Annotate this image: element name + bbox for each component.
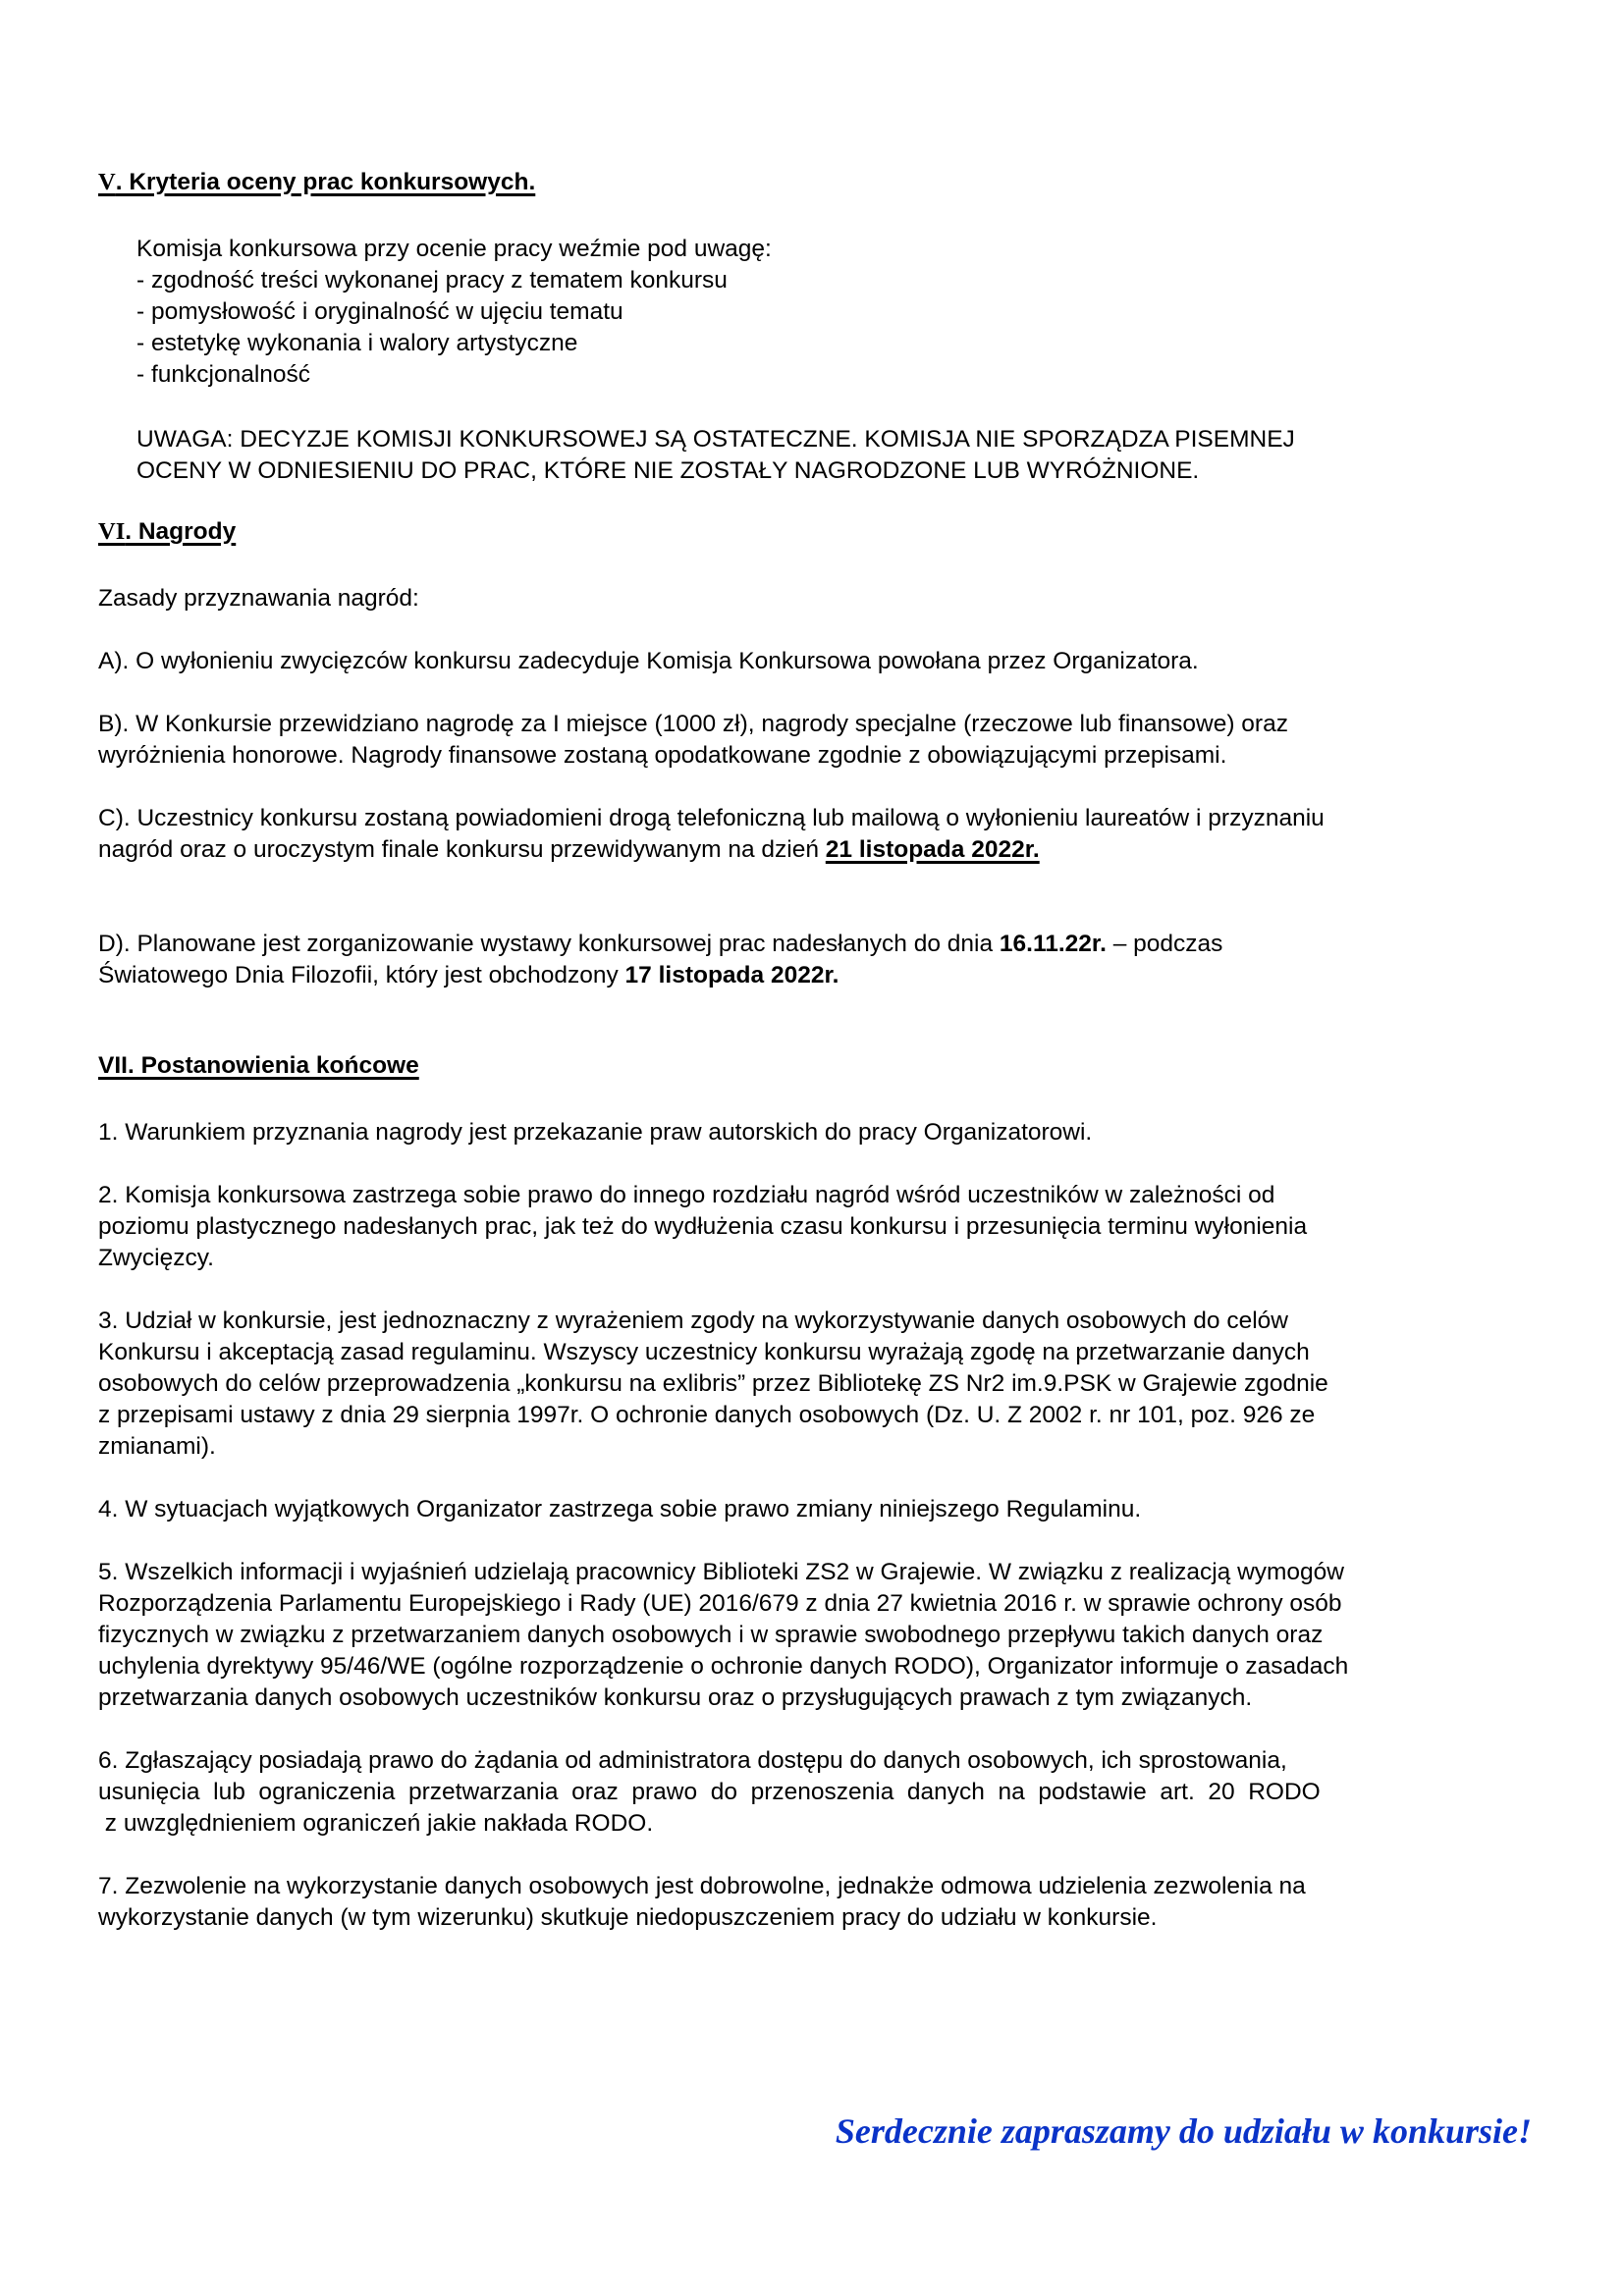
final-provision-3: 3. Udział w konkursie, jest jednoznaczny z wyrażeniem zgody na wykorzystywanie danych osobowych do celów xyxy=(98,1308,1288,1334)
criteria-item: - funkcjonalność xyxy=(136,361,311,388)
rule-a: A). O wyłonieniu zwycięzców konkursu zadecyduje Komisja Konkursowa powołana przez Organizatora. xyxy=(98,648,1199,674)
closing-invitation: Serdecznie zapraszamy do udziału w konkursie! xyxy=(835,2111,1532,2151)
philosophy-day-date: 17 listopada 2022r. xyxy=(624,962,839,988)
rule-d-text: – podczas xyxy=(1106,931,1223,957)
final-date: 21 listopada 2022r. xyxy=(825,836,1040,863)
final-provision-4: 4. W sytuacjach wyjątkowych Organizator zastrzega sobie prawo zmiany niniejszego Regulaminu. xyxy=(98,1496,1142,1522)
rule-c-text: nagród oraz o uroczystym finale konkursu przewidywanym na dzień xyxy=(98,836,826,863)
final-provision-3: Konkursu i akceptacją zasad regulaminu. Wszyscy uczestnicy konkursu wyrażają zgodę na przetwarzanie danych xyxy=(98,1339,1310,1365)
section-7-heading: VII. Postanowienia końcowe xyxy=(98,1052,419,1079)
final-provision-6: z uwzględnieniem ograniczeń jakie nakłada RODO. xyxy=(98,1810,654,1837)
rule-d-line xyxy=(98,960,839,991)
section-6-heading xyxy=(98,518,236,546)
final-provision-6: 6. Zgłaszający posiadają prawo do żądania od administratora dostępu do danych osobowych, ich sprostowania, xyxy=(98,1747,1287,1774)
section-5-numeral: V xyxy=(98,169,116,195)
section-6-numeral: VI xyxy=(98,518,126,545)
final-provision-1: 1. Warunkiem przyznania nagrody jest przekazanie praw autorskich do pracy Organizatorowi. xyxy=(98,1119,1093,1146)
criteria-intro: Komisja konkursowa przy ocenie pracy weźmie pod uwagę: xyxy=(136,236,772,262)
criteria-item: - zgodność treści wykonanej pracy z tematem konkursu xyxy=(136,267,728,294)
deadline-date: 16.11.22r. xyxy=(999,931,1107,957)
final-provision-7: 7. Zezwolenie na wykorzystanie danych osobowych jest dobrowolne, jednakże odmowa udzielenia zezwolenia na xyxy=(98,1873,1306,1899)
final-provision-5: fizycznych w związku z przetwarzaniem danych osobowych i w sprawie swobodnego przepływu takich danych oraz xyxy=(98,1622,1324,1648)
final-provision-7: wykorzystanie danych (w tym wizerunku) skutkuje niedopuszczeniem pracy do udziału w konkursie. xyxy=(98,1904,1158,1931)
final-provision-5: przetwarzania danych osobowych uczestników konkursu oraz o przysługujących prawach z tym związanych. xyxy=(98,1684,1253,1711)
section-5-heading xyxy=(98,169,535,196)
rule-b-line: wyróżnienia honorowe. Nagrody finansowe zostaną opodatkowane zgodnie z obowiązującymi przepisami. xyxy=(98,742,1227,769)
rules-intro: Zasady przyznawania nagród: xyxy=(98,585,419,612)
final-provision-3: z przepisami ustawy z dnia 29 sierpnia 1997r. O ochronie danych osobowych (Dz. U. Z 2002 r. nr 101, poz. 926 ze xyxy=(98,1402,1316,1428)
final-provision-5: uchylenia dyrektywy 95/46/WE (ogólne rozporządzenie o ochronie danych RODO), Organizator informuje o zasadach xyxy=(98,1653,1349,1680)
rule-d-text: D). Planowane jest zorganizowanie wystawy konkursowej prac nadesłanych do dnia xyxy=(98,931,1000,957)
rule-d-text: Światowego Dnia Filozofii, który jest obchodzony xyxy=(98,962,625,988)
final-provision-2: 2. Komisja konkursowa zastrzega sobie prawo do innego rozdziału nagród wśród uczestników w zależności od xyxy=(98,1182,1275,1208)
final-provision-5: 5. Wszelkich informacji i wyjaśnień udzielają pracownicy Biblioteki ZS2 w Grajewie. W związku z realizacją wymogów xyxy=(98,1559,1344,1585)
notice-line: OCENY W ODNIESIENIU DO PRAC, KTÓRE NIE ZOSTAŁY NAGRODZONE LUB WYRÓŻNIONE. xyxy=(136,457,1200,484)
rule-d-line xyxy=(98,929,1222,960)
criteria-item: - estetykę wykonania i walory artystyczne xyxy=(136,330,578,356)
final-provision-2: Zwycięzcy. xyxy=(98,1245,214,1271)
criteria-item: - pomysłowość i oryginalność w ujęciu tematu xyxy=(136,298,623,325)
rule-b-line: B). W Konkursie przewidziano nagrodę za I miejsce (1000 zł), nagrody specjalne (rzeczowe lub finansowe) oraz xyxy=(98,711,1288,737)
final-provision-2: poziomu plastycznego nadesłanych prac, jak też do wydłużenia czasu konkursu i przesunięcia terminu wyłonienia xyxy=(98,1213,1308,1240)
final-provision-6: usunięcia lub ograniczenia przetwarzania oraz prawo do przenoszenia danych na podstawie art. 20 RODO xyxy=(98,1779,1321,1805)
rule-c-line xyxy=(98,834,1040,866)
final-provision-5: Rozporządzenia Parlamentu Europejskiego i Rady (UE) 2016/679 z dnia 27 kwietnia 2016 r. w sprawie ochrony osób xyxy=(98,1590,1342,1617)
final-provision-3: zmianami). xyxy=(98,1433,216,1460)
section-5-title: . Kryteria oceny prac konkursowych. xyxy=(115,169,536,195)
final-provision-3: osobowych do celów przeprowadzenia „konkursu na exlibris” przez Bibliotekę ZS Nr2 im.9.PSK w Grajewie zgodnie xyxy=(98,1370,1328,1397)
rule-c-line: C). Uczestnicy konkursu zostaną powiadomieni drogą telefoniczną lub mailową o wyłonieniu laureatów i przyznaniu xyxy=(98,805,1325,831)
notice-line: UWAGA: DECYZJE KOMISJI KONKURSOWEJ SĄ OSTATECZNE. KOMISJA NIE SPORZĄDZA PISEMNEJ xyxy=(136,426,1295,453)
section-6-title: . Nagrody xyxy=(125,518,237,545)
